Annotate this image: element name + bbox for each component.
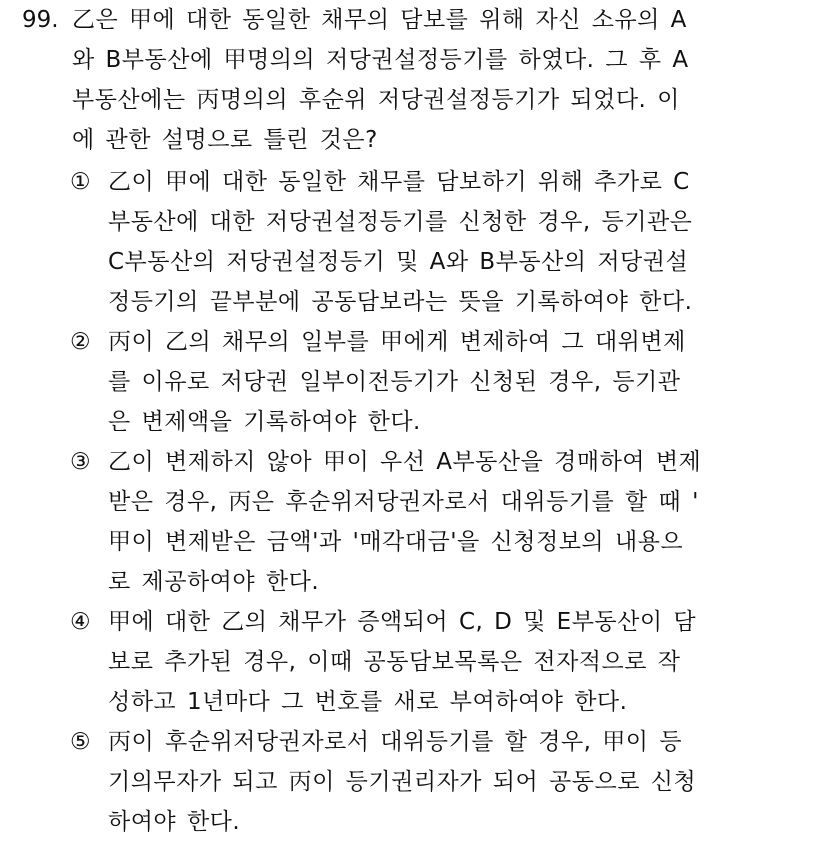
- option-line: 丙이 乙의 채무의 일부를 甲에게 변제하여 그 대위변제: [108, 329, 686, 355]
- option-line: 乙이 변제하지 않아 甲이 우선 A부동산을 경매하여 변제: [108, 449, 702, 475]
- option-marker: ①: [70, 169, 91, 195]
- option-line: 로 제공하여야 한다.: [108, 569, 320, 595]
- option-line: 丙이 후순위저당권자로서 대위등기를 할 경우, 甲이 등: [108, 729, 683, 755]
- option-marker: ②: [70, 329, 91, 355]
- question-number: 99.: [22, 7, 59, 33]
- option-marker: ④: [70, 609, 91, 635]
- question-line: 乙은 甲에 대한 동일한 채무의 담보를 위해 자신 소유의 A: [72, 7, 687, 33]
- option-marker: ⑤: [70, 729, 91, 755]
- question-line: 에 관한 설명으로 틀린 것은?: [72, 127, 378, 153]
- option-line: 부동산에 대한 저당권설정등기를 신청한 경우, 등기관은: [108, 209, 693, 235]
- option-line: C부동산의 저당권설정등기 및 A와 B부동산의 저당권설: [108, 249, 689, 275]
- option-line: 은 변제액을 기록하여야 한다.: [108, 409, 421, 435]
- option-line: 성하고 1년마다 그 번호를 새로 부여하여야 한다.: [108, 689, 628, 715]
- question-line: 부동산에는 丙명의의 후순위 저당권설정등기가 되었다. 이: [72, 87, 680, 113]
- option-line: 정등기의 끝부분에 공동담보라는 뜻을 기록하여야 한다.: [108, 289, 693, 315]
- option-line: 기의무자가 되고 丙이 등기권리자가 되어 공동으로 신청: [108, 769, 697, 795]
- option-line: 甲에 대한 乙의 채무가 증액되어 C, D 및 E부동산이 담: [108, 609, 697, 635]
- option-line: 甲이 변제받은 금액'과 '매각대금'을 신청정보의 내용으: [108, 529, 684, 555]
- option-line: 하여야 한다.: [108, 809, 241, 835]
- option-line: 받은 경우, 丙은 후순위저당권자로서 대위등기를 할 때 ': [108, 489, 699, 515]
- option-line: 보로 추가된 경우, 이때 공동담보목록은 전자적으로 작: [108, 649, 681, 675]
- question-line: 와 B부동산에 甲명의의 저당권설정등기를 하였다. 그 후 A: [72, 47, 689, 73]
- option-marker: ③: [70, 449, 91, 475]
- option-line: 를 이유로 저당권 일부이전등기가 신청된 경우, 등기관: [108, 369, 681, 395]
- option-line: 乙이 甲에 대한 동일한 채무를 담보하기 위해 추가로 C: [108, 169, 690, 195]
